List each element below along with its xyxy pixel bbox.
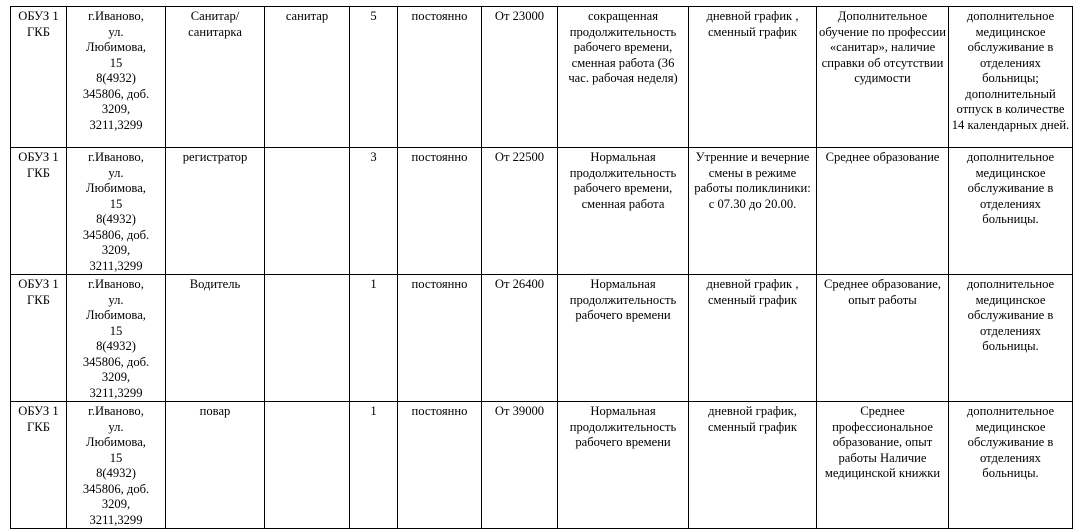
- address-line: 3209,: [101, 243, 131, 257]
- schedule-cell: дневной график , сменный график: [689, 275, 817, 402]
- employer-cell: ОБУЗ 1 ГКБ: [11, 7, 67, 148]
- address-line: 8(4932): [96, 466, 136, 480]
- table-row: [11, 402, 1073, 529]
- schedule-cell: дневной график, сменный график: [689, 402, 817, 529]
- vacancies-cell: 1: [350, 402, 398, 529]
- profession-cell: Водитель: [166, 275, 265, 402]
- address-cell: [67, 7, 166, 148]
- salary-cell: От 26400: [482, 275, 558, 402]
- schedule-cell: Утренние и вечерние смены в режиме работы поликлиники: с 07.30 до 20.00.: [689, 148, 817, 275]
- employer-cell: ОБУЗ 1 ГКБ: [11, 402, 67, 529]
- requirements-cell: Среднее профессиональное образование, опыт работы Наличие медицинской книжки: [817, 402, 949, 529]
- employer-cell: ОБУЗ 1 ГКБ: [11, 148, 67, 275]
- address-line: 15: [109, 323, 123, 338]
- address-line: г.Иваново,: [88, 404, 144, 418]
- address-line: 345806, доб.: [82, 354, 150, 369]
- requirements-cell: Среднее образование, опыт работы: [817, 275, 949, 402]
- address-cell: [67, 275, 166, 402]
- profession-cell: повар: [166, 402, 265, 529]
- employer-cell: ОБУЗ 1 ГКБ: [11, 275, 67, 402]
- profession-cell: Санитар/ санитарка: [166, 7, 265, 148]
- address-line: г.Иваново,: [88, 9, 144, 23]
- address-line: 3211,3299: [89, 258, 143, 273]
- address-line: 3211,3299: [89, 385, 143, 400]
- work-mode-cell: сокращенная продолжительность рабочего времени, сменная работа (36 час. рабочая неделя): [558, 7, 689, 148]
- qualification-cell: санитар: [265, 7, 350, 148]
- qualification-cell: [265, 148, 350, 275]
- address-line: 345806, доб.: [82, 86, 150, 101]
- address-line: ул.: [108, 419, 124, 434]
- address-line: 8(4932): [96, 339, 136, 353]
- address-line: Любимова,: [86, 40, 146, 54]
- address-line: Любимова,: [86, 181, 146, 195]
- address-line: Любимова,: [86, 435, 146, 449]
- address-line: ул.: [108, 165, 124, 180]
- address-line: ул.: [108, 292, 124, 307]
- work-mode-cell: Нормальная продолжительность рабочего времени: [558, 275, 689, 402]
- address-line: 15: [109, 55, 123, 70]
- schedule-cell: дневной график , сменный график: [689, 7, 817, 148]
- vacancy-table: [10, 6, 1073, 529]
- benefits-cell: дополнительное медицинское обслуживание в отделениях больницы; дополнительный отпуск в количестве 14 календарных дней.: [949, 7, 1073, 148]
- address-line: г.Иваново,: [88, 150, 144, 164]
- qualification-cell: [265, 402, 350, 529]
- work-mode-cell: Нормальная продолжительность рабочего времени: [558, 402, 689, 529]
- address-line: 345806, доб.: [82, 481, 150, 496]
- salary-cell: От 39000: [482, 402, 558, 529]
- salary-cell: От 22500: [482, 148, 558, 275]
- benefits-cell: дополнительное медицинское обслуживание в отделениях больницы.: [949, 275, 1073, 402]
- address-line: 3209,: [101, 370, 131, 384]
- salary-cell: От 23000: [482, 7, 558, 148]
- address-line: 345806, доб.: [82, 227, 150, 242]
- address-line: 15: [109, 196, 123, 211]
- table-row: [11, 148, 1073, 275]
- vacancies-cell: 5: [350, 7, 398, 148]
- employment-cell: постоянно: [398, 148, 482, 275]
- address-cell: [67, 148, 166, 275]
- table-row: [11, 275, 1073, 402]
- vacancies-cell: 3: [350, 148, 398, 275]
- work-mode-cell: Нормальная продолжительность рабочего времени, сменная работа: [558, 148, 689, 275]
- profession-cell: регистратор: [166, 148, 265, 275]
- address-line: 8(4932): [96, 71, 136, 85]
- address-line: 3211,3299: [89, 117, 143, 132]
- address-line: 8(4932): [96, 212, 136, 226]
- address-line: ул.: [108, 24, 124, 39]
- address-line: 3211,3299: [89, 512, 143, 527]
- requirements-cell: Среднее образование: [817, 148, 949, 275]
- employment-cell: постоянно: [398, 275, 482, 402]
- table-row: [11, 7, 1073, 148]
- benefits-cell: дополнительное медицинское обслуживание в отделениях больницы.: [949, 402, 1073, 529]
- address-line: 15: [109, 450, 123, 465]
- employment-cell: постоянно: [398, 7, 482, 148]
- address-line: г.Иваново,: [88, 277, 144, 291]
- benefits-cell: дополнительное медицинское обслуживание в отделениях больницы.: [949, 148, 1073, 275]
- address-line: 3209,: [101, 497, 131, 511]
- requirements-cell: Дополнительное обучение по профессии «санитар», наличие справки об отсутствии судимости: [817, 7, 949, 148]
- address-line: Любимова,: [86, 308, 146, 322]
- employment-cell: постоянно: [398, 402, 482, 529]
- address-cell: [67, 402, 166, 529]
- qualification-cell: [265, 275, 350, 402]
- address-line: 3209,: [101, 102, 131, 116]
- vacancies-cell: 1: [350, 275, 398, 402]
